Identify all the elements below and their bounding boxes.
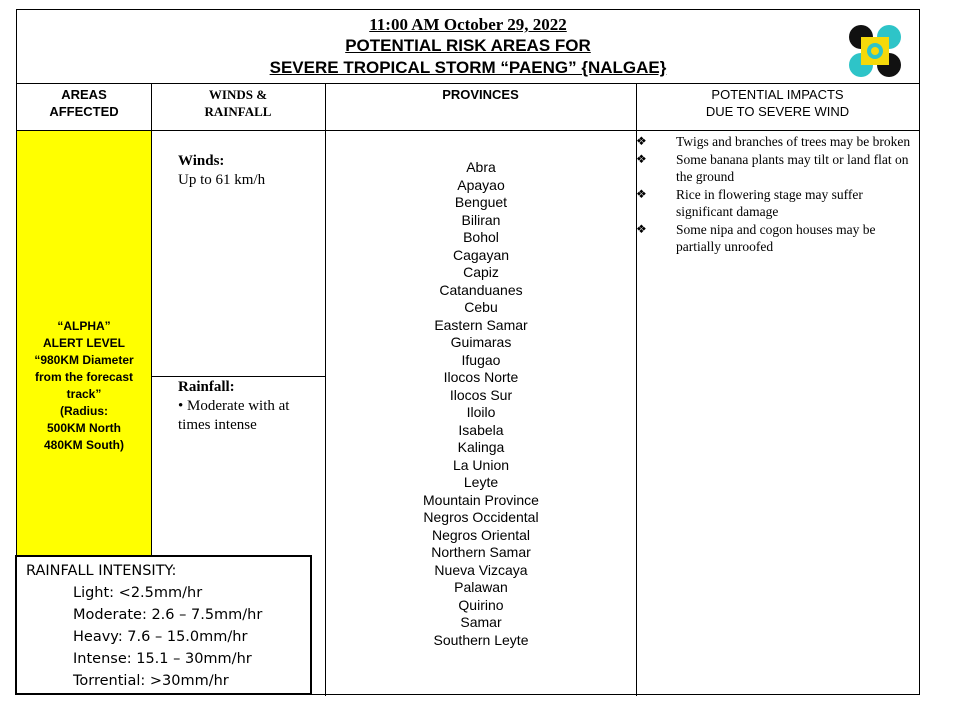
impact-item xyxy=(636,133,918,151)
province-item: Southern Leyte xyxy=(433,631,529,648)
province-item: Ilocos Sur xyxy=(449,386,513,403)
province-item: Catanduanes xyxy=(439,281,523,298)
province-item: Cebu xyxy=(464,299,498,315)
province-item: Apayao xyxy=(457,176,505,193)
impact-list xyxy=(636,133,918,256)
province-item: Quirino xyxy=(458,596,504,613)
province-item: Ilocos Norte xyxy=(443,369,519,385)
province-item: Leyte xyxy=(463,474,499,490)
province-item: Ifugao xyxy=(461,351,501,368)
province-item: Benguet xyxy=(454,194,508,210)
col-head-impacts-line2: DUE TO SEVERE WIND xyxy=(705,104,850,119)
province-item: Bohol xyxy=(463,229,499,245)
legend-item-moderate: Moderate: 2.6 – 7.5mm/hr xyxy=(73,607,263,623)
ndrrmc-logo-icon xyxy=(847,24,903,78)
alert-line: 500KM North xyxy=(46,421,121,435)
winds-value: Up to 61 km/h xyxy=(178,172,266,188)
province-item: Guimaras xyxy=(450,334,512,350)
province-item: Samar xyxy=(460,614,502,630)
legend-item-light: Light: <2.5mm/hr xyxy=(73,585,203,601)
impact-item xyxy=(636,186,918,221)
alert-level-text xyxy=(17,318,151,454)
province-item: Negros Oriental xyxy=(431,526,531,543)
grid-line-1 xyxy=(151,83,152,556)
impact-item xyxy=(636,151,918,186)
impact-text: Twigs and branches of trees may be broken xyxy=(676,134,911,149)
province-item: Iloilo xyxy=(466,404,496,420)
alert-line: “ALPHA” xyxy=(57,319,111,333)
report-date: 11:00 AM October 29, 2022 xyxy=(369,15,567,34)
impact-text: Rice in flowering stage may suffer significant damage xyxy=(676,186,863,219)
legend-item-heavy: Heavy: 7.6 – 15.0mm/hr xyxy=(73,629,248,645)
legend-title: RAINFALL INTENSITY: xyxy=(26,563,177,579)
province-item: Isabela xyxy=(458,421,504,438)
province-item: La Union xyxy=(452,456,510,473)
col-head-winds xyxy=(151,83,325,131)
winds-label: Winds: xyxy=(178,153,225,169)
col-head-impacts-line1: POTENTIAL IMPACTS xyxy=(711,87,844,102)
province-item: Biliran xyxy=(461,211,501,228)
col-head-areas-line1: AREAS xyxy=(61,87,107,102)
alert-line: track” xyxy=(66,387,102,401)
province-item: Abra xyxy=(466,159,496,175)
alert-line: ALERT LEVEL xyxy=(42,336,125,350)
col-head-areas-line2: AFFECTED xyxy=(49,104,119,119)
col-head-provinces xyxy=(325,83,636,131)
alert-line: 480KM South) xyxy=(43,438,124,452)
alert-line: “980KM Diameter xyxy=(34,353,134,367)
rainfall-cell xyxy=(178,378,318,435)
col-head-winds-line1: WINDS & xyxy=(208,87,268,102)
province-item: Kalinga xyxy=(457,439,505,455)
alert-line: (Radius: xyxy=(60,404,108,418)
rainfall-value: • Moderate with at times intense xyxy=(178,398,290,433)
impact-item xyxy=(636,221,918,256)
province-item: Palawan xyxy=(454,579,508,595)
province-item: Northern Samar xyxy=(431,544,531,560)
diamond-bullet-icon: ❖ xyxy=(636,221,647,236)
col-head-areas xyxy=(17,83,151,131)
province-item: Cagayan xyxy=(452,246,510,263)
province-item: Nueva Vizcaya xyxy=(434,561,528,578)
impact-text: Some banana plants may tilt or land flat on the ground xyxy=(676,151,909,184)
report-title-line1: POTENTIAL RISK AREAS FOR xyxy=(345,36,591,55)
diamond-bullet-icon: ❖ xyxy=(636,186,647,201)
rainfall-label: Rainfall: xyxy=(178,379,235,395)
province-item: Capiz xyxy=(463,264,499,280)
winds-cell xyxy=(178,152,265,190)
impact-text: Some nipa and cogon houses may be partially unroofed xyxy=(676,221,876,254)
province-item: Negros Occidental xyxy=(423,509,539,525)
col-head-impacts xyxy=(636,83,919,131)
diamond-bullet-icon: ❖ xyxy=(636,151,647,166)
table-header xyxy=(17,10,919,84)
province-item: Eastern Samar xyxy=(434,316,528,333)
alert-line: from the forecast xyxy=(34,370,134,384)
legend-item-intense: Intense: 15.1 – 30mm/hr xyxy=(73,651,252,667)
province-item: Mountain Province xyxy=(423,491,539,508)
col-head-provinces-label: PROVINCES xyxy=(442,87,519,102)
col-head-winds-line2: RAINFALL xyxy=(204,104,272,119)
diamond-bullet-icon: ❖ xyxy=(636,134,647,148)
province-list xyxy=(326,159,636,649)
winds-rain-divider xyxy=(151,376,325,377)
rainfall-intensity-legend xyxy=(15,555,312,695)
report-title-line2: SEVERE TROPICAL STORM “PAENG” {NALGAE} xyxy=(269,58,667,77)
legend-item-torrential: Torrential: >30mm/hr xyxy=(73,673,229,689)
